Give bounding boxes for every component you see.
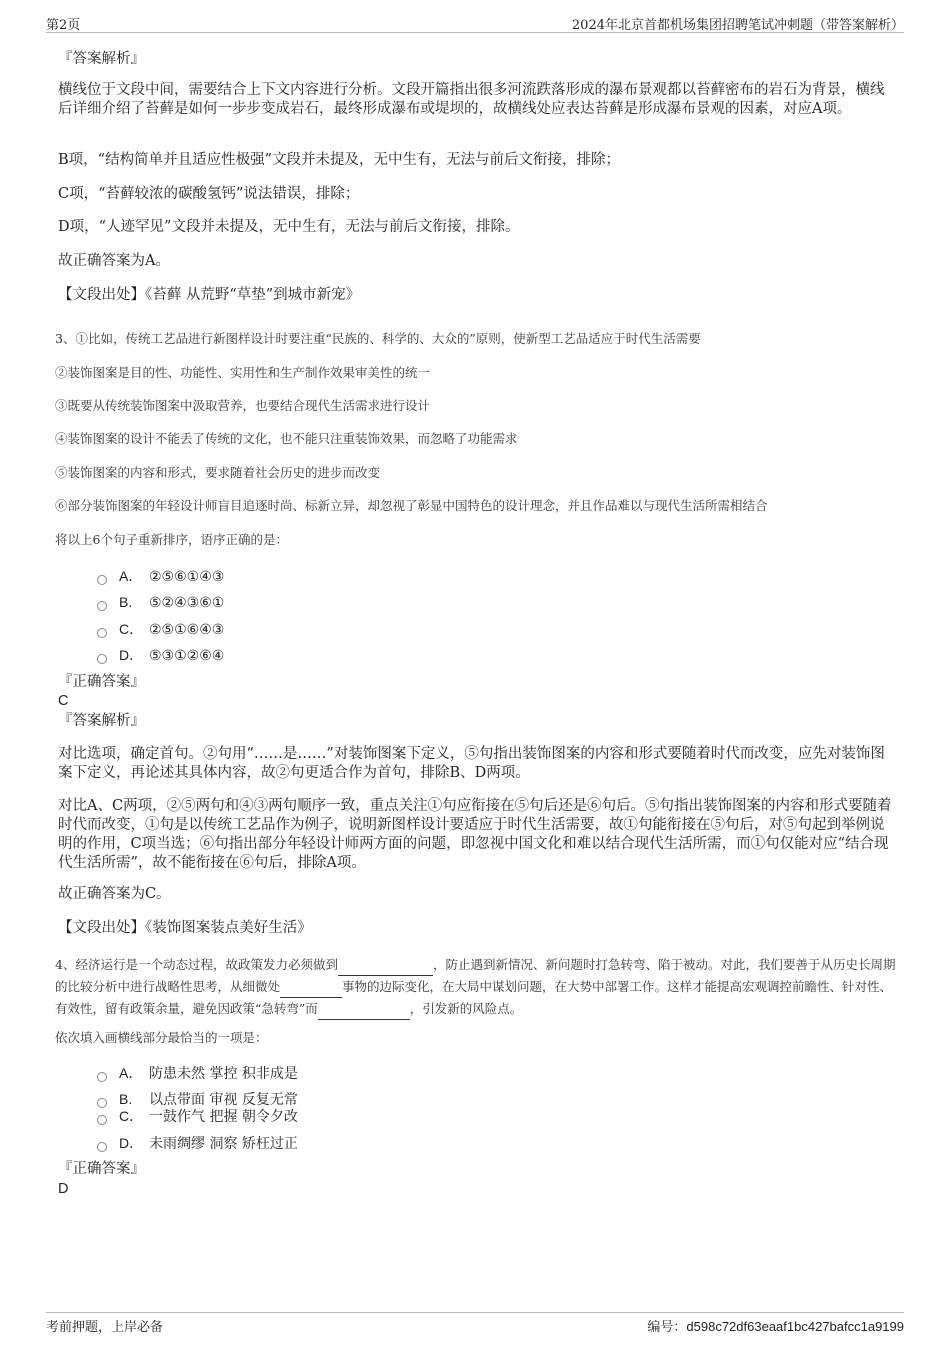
page-number: 第2页 <box>46 18 81 33</box>
analysis-conclusion: 故正确答案为C。 <box>58 886 171 902</box>
radio-icon[interactable] <box>97 601 107 611</box>
radio-icon[interactable] <box>97 1072 107 1082</box>
option-d[interactable]: D． ⑤③①②⑥④ <box>97 645 224 665</box>
question-sentence: ⑥部分装饰图案的年轻设计师盲目追逐时尚、标新立异，却忽视了彰显中国特色的设计理念，并且作品难以与现代生活所需相结合 <box>55 498 768 513</box>
source-citation: 【文段出处】《苔藓 从荒野“草垫”到城市新宠》 <box>58 287 361 303</box>
footer-slogan: 考前押题，上岸必备 <box>46 1320 164 1335</box>
analysis-paragraph: 对比A、C两项，②⑤两句和④③两句顺序一致，重点关注①句应衔接在⑤句后还是⑥句后。⑤句指出装饰图案的内容和形式要随着时代而改变，①句是以传统工艺品作为例子，说明新图样设计要适应于时代生活需要，故①句能衔接在⑤句后，对⑤句起到举例说明的作用，C项当选；⑥句指出部分年轻设计师两方面的问题，即忽视中国文化和难以结合现代生活所需，而①句仅能对应“结合现代生活所需”，故不能衔接在⑥句后，排除A项。 <box>58 798 892 871</box>
answer-label: 『正确答案』 <box>58 674 145 690</box>
radio-icon[interactable] <box>97 575 107 585</box>
analysis-conclusion: 故正确答案为A。 <box>58 253 170 269</box>
option-c[interactable]: C． 一鼓作气 把握 朝令夕改 <box>97 1106 298 1126</box>
correct-answer: C <box>58 693 69 709</box>
option-a[interactable]: A． 防患未然 掌控 积非成是 <box>97 1063 298 1083</box>
option-b[interactable]: B. ⑤②④③⑥① <box>97 592 224 612</box>
question-sentence: ③既要从传统装饰图案中汲取营养，也要结合现代生活需求进行设计 <box>55 398 431 413</box>
option-a[interactable]: A． ②⑤⑥①④③ <box>97 566 224 586</box>
radio-icon[interactable] <box>97 654 107 664</box>
analysis-paragraph: C项，“苔藓较浓的碳酸氢钙”说法错误，排除； <box>58 186 360 202</box>
option-b[interactable]: B. 以点带面 审视 反复无常 <box>97 1089 298 1109</box>
question-sentence: ②装饰图案是目的性、功能性、实用性和生产制作效果审美性的统一 <box>55 365 431 380</box>
answer-label: 『正确答案』 <box>58 1161 145 1177</box>
question-prompt: 将以上6个句子重新排序，语序正确的是： <box>55 532 288 547</box>
question-sentence: ④装饰图案的设计不能丢了传统的文化，也不能只注重装饰效果，而忽略了功能需求 <box>55 431 518 446</box>
analysis-label: 『答案解析』 <box>58 713 145 729</box>
option-d[interactable]: D． 未雨绸缪 洞察 矫枉过正 <box>97 1133 298 1153</box>
option-c[interactable]: C． ②⑤①⑥④③ <box>97 619 224 639</box>
analysis-paragraph: B项，“结构简单并且适应性极强”文段并未提及，无中生有，无法与前后文衔接，排除； <box>58 152 620 168</box>
radio-icon[interactable] <box>97 1142 107 1152</box>
question-prompt: 依次填入画横线部分最恰当的一项是： <box>55 1030 268 1045</box>
document-title: 2024年北京首都机场集团招聘笔试冲刺题（带答案解析） <box>571 18 904 33</box>
document-id: 编号：d598c72df63eaaf1bc427bafcc1a9199 <box>647 1319 904 1334</box>
question-text: 4、经济运行是一个动态过程，故政策发力必须做到 ，防止遇到新情况、新问题时打急转弯、陷于被动。对此，我们要善于从历史长周期的比较分析中进行战略性思考，从细微处 事物的边际变化，在大局中谋划问题，在大势中部署工作。这样才能提高宏观调控前瞻性、针对性、有效性，留有政策余量，避免因政策“急转弯”而 ，引发新的风险点。 <box>55 954 900 1020</box>
source-citation: 【文段出处】《装饰图案装点美好生活》 <box>58 920 312 936</box>
analysis-paragraph: 横线位于文段中间，需要结合上下文内容进行分析。文段开篇指出很多河流跌落形成的瀑布景观都以苔藓密布的岩石为背景，横线后详细介绍了苔藓是如何一步步变成岩石，最终形成瀑布或堤坝的，故横线处应表达苔藓是形成瀑布景观的因素，对应A项。 <box>58 82 885 117</box>
correct-answer: D <box>58 1181 69 1197</box>
page-footer <box>46 1312 904 1335</box>
fill-blank <box>318 1005 410 1020</box>
question-sentence: 3、①比如，传统工艺品进行新图样设计时要注重“民族的、科学的、大众的”原则，使新型工艺品适应于时代生活需要 <box>55 331 701 346</box>
radio-icon[interactable] <box>97 628 107 638</box>
analysis-paragraph: D项，“人迹罕见”文段并未提及，无中生有，无法与前后文衔接，排除。 <box>58 219 520 235</box>
fill-blank <box>280 983 342 998</box>
page-header <box>46 14 904 33</box>
analysis-paragraph: 对比选项，确定首句。②句用“……是……”对装饰图案下定义，⑤句指出装饰图案的内容和形式要随着时代而改变，应先对装饰图案下定义，再论述其具体内容，故②句更适合作为首句，排除B、D两项。 <box>58 746 885 781</box>
radio-icon[interactable] <box>97 1115 107 1125</box>
question-sentence: ⑤装饰图案的内容和形式，要求随着社会历史的进步而改变 <box>55 465 381 480</box>
analysis-label: 『答案解析』 <box>58 51 145 67</box>
fill-blank <box>338 961 433 976</box>
